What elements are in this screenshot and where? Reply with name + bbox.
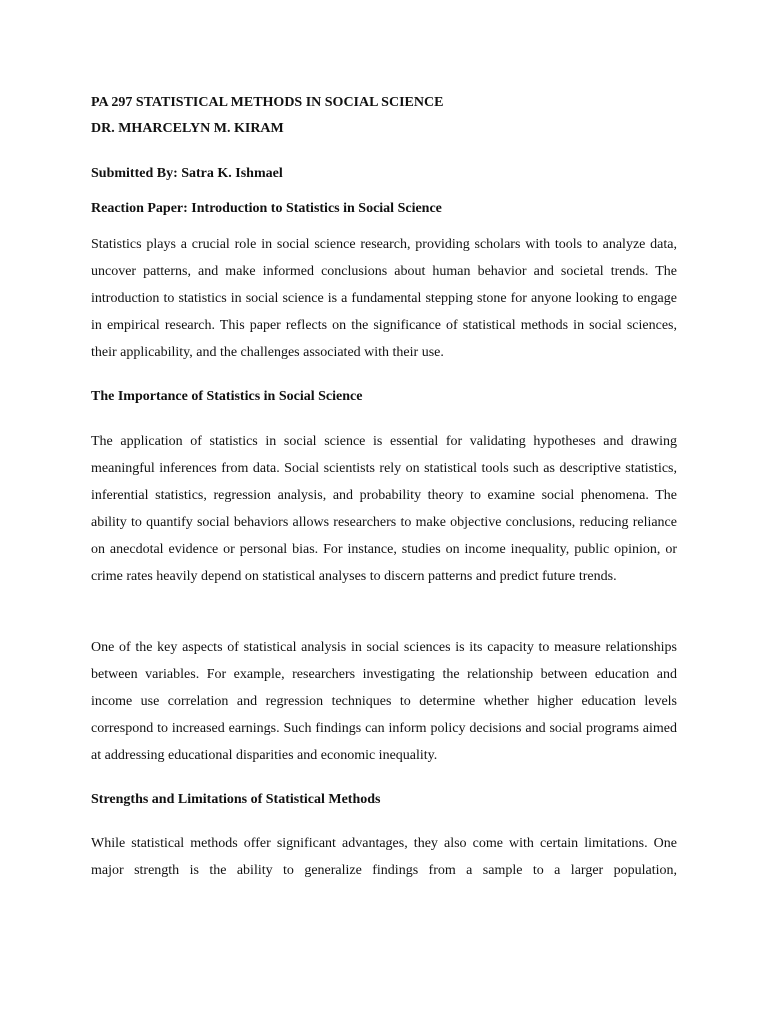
importance-paragraph-1: The application of statistics in social science is essential for validating hypotheses and drawing meaningful inferences from data. Social scientists rely on statistical tools such as descriptive statistics, inferential statistics, regression analysis, and probability theory to examine social phenomena. The ability to quantify social behaviors allows researchers to make objective conclusions, reducing reliance on anecdotal evidence or personal bias. For instance, studies on income inequality, public opinion, or crime rates heavily depend on statistical analyses to discern patterns and predict future trends. xyxy=(91,434,677,584)
instructor-name: DR. MHARCELYN M. KIRAM xyxy=(91,121,284,136)
submitted-by: Submitted By: Satra K. Ishmael xyxy=(91,166,283,181)
intro-paragraph: Statistics plays a crucial role in social science research, providing scholars with tools to analyze data, uncover patterns, and make informed conclusions about human behavior and societal trends. The introduction to statistics in social science is a fundamental stepping stone for anyone looking to engage in empirical research. This paper reflects on the significance of statistical methods in social sciences, their applicability, and the challenges associated with their use. xyxy=(91,237,677,360)
strengths-paragraph-1: While statistical methods offer significant advantages, they also come with certain limitations. One major strength is the ability to generalize findings from a sample to a larger population, xyxy=(91,836,677,878)
paper-title: Reaction Paper: Introduction to Statistics in Social Science xyxy=(91,201,442,216)
course-title: PA 297 STATISTICAL METHODS IN SOCIAL SCIENCE xyxy=(91,95,444,110)
importance-paragraph-2: One of the key aspects of statistical analysis in social sciences is its capacity to measure relationships between variables. For example, researchers investigating the relationship between education and income use correlation and regression techniques to determine whether higher education levels correspond to increased earnings. Such findings can inform policy decisions and social programs aimed at addressing educational disparities and economic inequality. xyxy=(91,640,677,763)
section-heading-strengths: Strengths and Limitations of Statistical Methods xyxy=(91,792,381,807)
section-heading-importance: The Importance of Statistics in Social Science xyxy=(91,389,363,404)
